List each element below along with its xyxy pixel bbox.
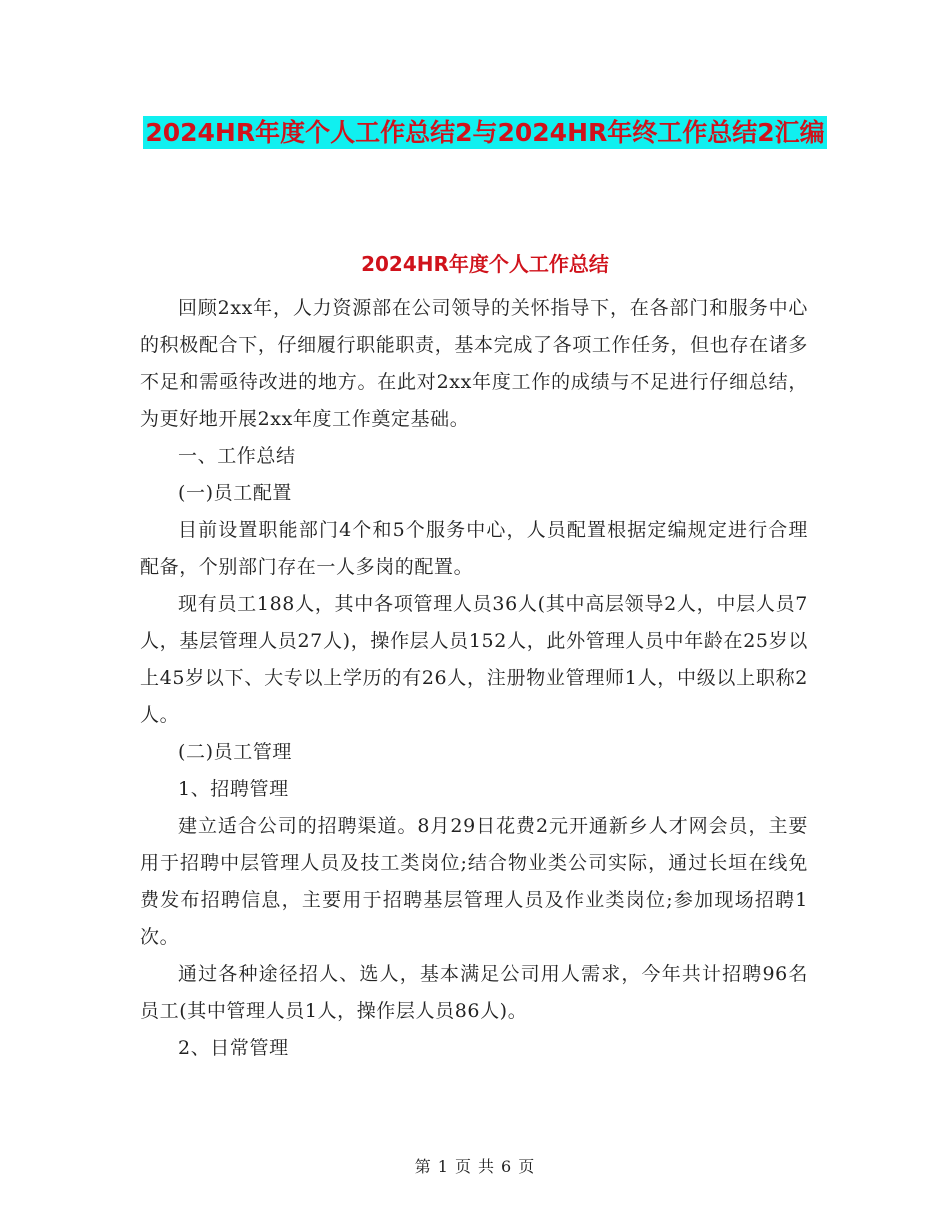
- heading-work-summary: 一、工作总结: [178, 445, 296, 467]
- footer-middle: 页 共: [454, 1157, 496, 1176]
- document-body: [140, 290, 808, 1067]
- footer-total-pages: 6: [501, 1157, 513, 1176]
- document-title-text: 2024HR年度个人工作总结2与2024HR年终工作总结2汇编: [145, 118, 825, 147]
- page-footer: [0, 1154, 950, 1177]
- paragraph-departments: 目前设置职能部门4个和5个服务中心，人员配置根据定编规定进行合理配备，个别部门存在一人多岗的配置。: [140, 519, 808, 578]
- paragraph-intro: 回顾2xx年，人力资源部在公司领导的关怀指导下，在各部门和服务中心的积极配合下，仔细履行职能职责，基本完成了各项工作任务，但也存在诸多不足和需亟待改进的地方。在此对2xx年度工作的成绩与不足进行仔细总结，为更好地开展2xx年度工作奠定基础。: [140, 297, 808, 430]
- document-title: [140, 110, 830, 156]
- heading-staff-management: (二)员工管理: [178, 741, 293, 763]
- footer-suffix: 页: [518, 1157, 536, 1176]
- heading-daily-management: 2、日常管理: [178, 1037, 289, 1059]
- footer-prefix: 第: [414, 1157, 432, 1176]
- footer-current-page: 1: [437, 1157, 449, 1176]
- section-title: 2024HR年度个人工作总结: [361, 252, 609, 276]
- heading-staff-allocation: (一)员工配置: [178, 482, 293, 504]
- heading-recruitment: 1、招聘管理: [178, 778, 289, 800]
- paragraph-staff-count: 现有员工188人，其中各项管理人员36人(其中高层领导2人，中层人员7人，基层管理人员27人)，操作层人员152人，此外管理人员中年龄在25岁以上45岁以下、大专以上学历的有26人，注册物业管理师1人，中级以上职称2人。: [140, 593, 808, 726]
- paragraph-recruitment-channels: 建立适合公司的招聘渠道。8月29日花费2元开通新乡人才网会员，主要用于招聘中层管理人员及技工类岗位;结合物业类公司实际，通过长垣在线免费发布招聘信息，主要用于招聘基层管理人员及作业类岗位;参加现场招聘1次。: [140, 815, 808, 948]
- paragraph-recruitment-result: 通过各种途径招人、选人，基本满足公司用人需求，今年共计招聘96名员工(其中管理人员1人，操作层人员86人)。: [140, 963, 808, 1022]
